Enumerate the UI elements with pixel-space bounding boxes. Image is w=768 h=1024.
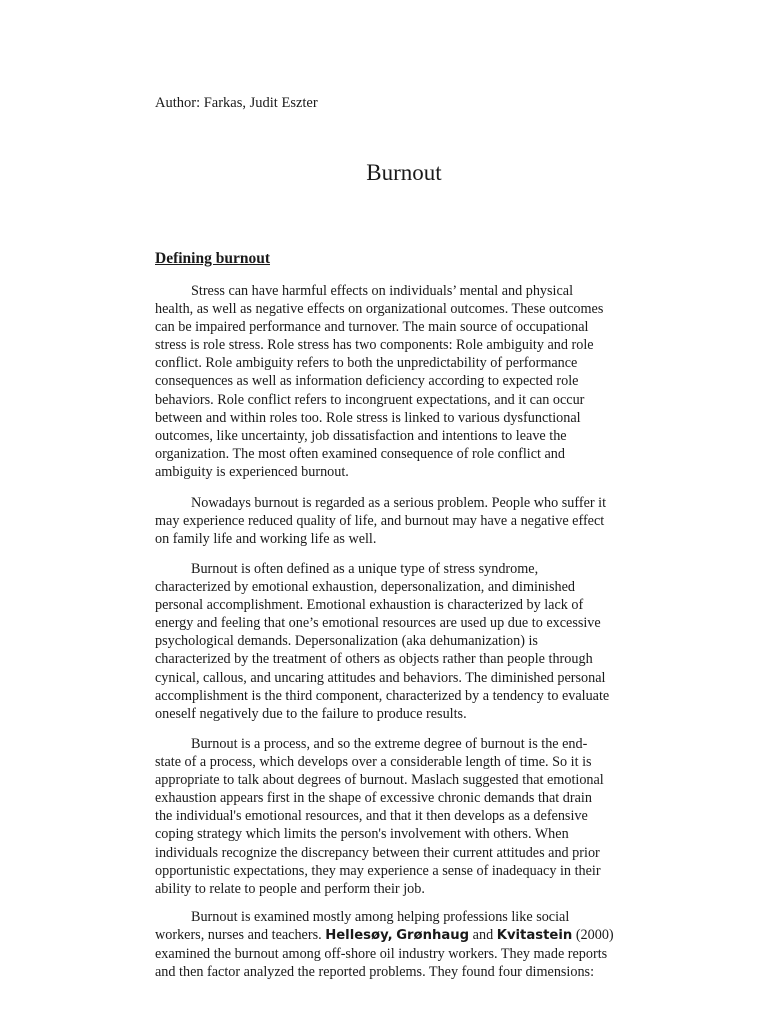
text-line: personal accomplishment. Emotional exhaustion is characterized by lack of [155,597,584,614]
text-line: between and within roles too. Role stress is linked to various dysfunctional [155,409,581,426]
text-line: and then factor analyzed the reported problems. They found four dimensions: [155,964,595,981]
text-line: consequences as well as information deficiency according to expected role [155,373,579,390]
text-line: cynical, callous, and uncaring attitudes and behaviors. The diminished personal [155,669,606,686]
text-line: can be impaired performance and turnover. The main source of occupational [155,319,589,336]
section-heading: Defining burnout [155,250,270,267]
citation-year: (2000) [575,927,614,944]
text-line: on family life and working life as well. [155,531,377,548]
text-line: Stress can have harmful effects on individuals’ mental and physical [191,283,574,299]
text-line: Burnout is a process, and so the extreme degree of burnout is the end- [191,736,588,752]
text-line: outcomes, like uncertainty, job dissatisfaction and intentions to leave the [155,427,567,444]
document-title: Burnout [366,160,442,185]
text-line: examined the burnout among off-shore oil industry workers. They made reports [155,946,608,963]
text-line: characterized by the treatment of others as objects rather than people through [155,651,593,668]
text-line: accomplishment is the third component, characterized by a tendency to evaluate [155,687,610,704]
author-name: Kvitastein [496,928,573,944]
author-name: Grønhaug [396,928,470,944]
text-run: and [472,927,494,944]
text-line: behaviors. Role conflict refers to incongruent expectations, and it can occur [155,391,585,408]
text-line: Burnout is examined mostly among helping professions like social [191,909,570,925]
text-line: psychological demands. Depersonalization (aka dehumanization) is [155,633,538,650]
text-line: oneself negatively due to the failure to produce results. [155,705,467,722]
paragraph-serious-problem [155,494,647,548]
text-line: energy and feeling that one’s emotional resources are used up due to excessive [155,615,601,632]
text-line: Burnout is often defined as a unique type of stress syndrome, [191,561,539,577]
text-line: exhaustion appears first in the shape of excessive chronic demands that drain [155,790,592,807]
text-line: stress is role stress. Role stress has two components: Role ambiguity and role [155,337,594,354]
text-line: appropriate to talk about degrees of burnout. Maslach suggested that emotional [155,772,604,789]
text-line: opportunistic expectations, they may experience a sense of inadequacy in their [155,862,601,879]
text-line: health, as well as negative effects on organizational outcomes. These outcomes [155,301,604,318]
text-line: the individual's emotional resources, and that it then develops as a defensive [155,808,588,825]
text-line: ambiguity is experienced burnout. [155,463,349,480]
text-line: conflict. Role ambiguity refers to both the unpredictability of performance [155,355,578,372]
author-name: Hellesøy, [325,928,393,944]
text-line: coping strategy which limits the person's involvement with others. When [155,826,569,843]
text-run: workers, nurses and teachers. [155,927,322,944]
text-line: may experience reduced quality of life, and burnout may have a negative effect [155,513,605,530]
text-line: organization. The most often examined consequence of role conflict and [155,445,565,462]
author-line: Author: Farkas, Judit Eszter [155,95,318,111]
paragraph-role-stress [155,282,647,481]
text-line: ability to relate to people and perform their job. [155,880,425,897]
paragraph-burnout-process [155,735,647,898]
text-line [155,926,647,945]
text-line: individuals recognize the discrepancy between their current attitudes and prior [155,844,600,861]
text-line: state of a process, which develops over a considerable length of time. So it is [155,754,592,771]
paragraph-helping-professions [155,908,647,981]
paragraph-stress-syndrome [155,560,647,723]
text-line: Nowadays burnout is regarded as a serious problem. People who suffer it [191,495,607,511]
text-line: characterized by emotional exhaustion, depersonalization, and diminished [155,579,575,596]
